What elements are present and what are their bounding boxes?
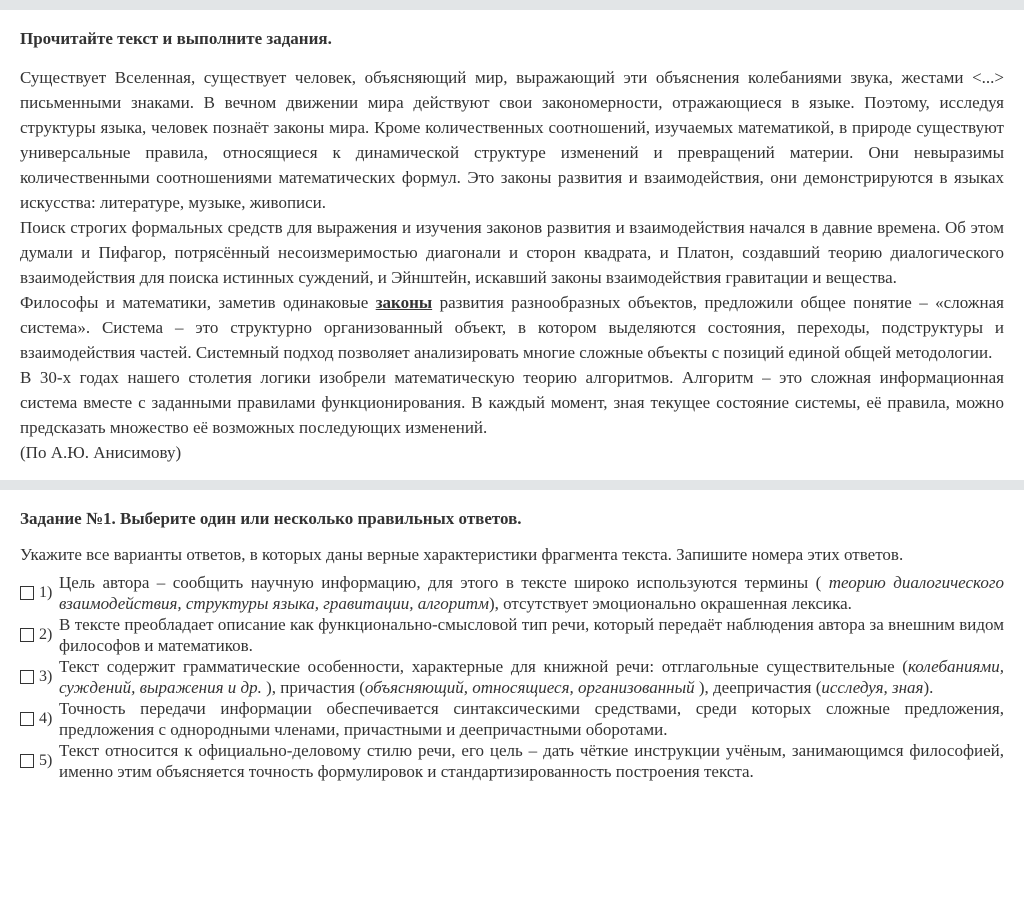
paragraph-2: Поиск строгих формальных средств для выражения и изучения законов развития и взаимодействия начался в давние времена. Об этом думали и Пифагор, потрясённый несоизмеримостью диагонали и сторон квадрата, и Платон, создавший теорию диалогического взаимодействия для поиска истинных суждений, и Эйнштейн, искавший законы взаимодействия гравитации и вещества. bbox=[20, 218, 1004, 287]
paragraph-3 bbox=[20, 290, 1004, 365]
option-text-part: Цель автора – сообщить научную информацию, для этого в тексте широко используются термины ( bbox=[59, 573, 829, 592]
option-number: 5) bbox=[39, 752, 53, 769]
option-text: Текст относится к официально-деловому стилю речи, его цель – дать чёткие инструкции учёным, занимающимся философией, именно этим объясняется точность формулировок и стандартизированность построения текста. bbox=[59, 741, 1004, 781]
option-text-part: Текст содержит грамматические особенности, характерные для книжной речи: отглагольные существительные ( bbox=[59, 657, 908, 676]
option-number: 4) bbox=[39, 710, 53, 727]
reading-section bbox=[0, 10, 1024, 465]
source-attribution: (По А.Ю. Анисимову) bbox=[20, 443, 182, 462]
option-text: В тексте преобладает описание как функционально-смысловой тип речи, который передаёт наблюдения автора за внешним видом философов и математиков. bbox=[59, 615, 1004, 655]
option-italic-part: колебаниями, суждений, выражения и др. bbox=[59, 657, 1004, 697]
option-text-part: ), отсутствует эмоционально окрашенная лексика. bbox=[488, 594, 852, 613]
answer-option-2[interactable] bbox=[20, 614, 1004, 656]
checkbox-3[interactable] bbox=[20, 670, 34, 684]
checkbox-5[interactable] bbox=[20, 754, 34, 768]
task-1-instruction: Укажите все варианты ответов, в которых даны верные характеристики фрагмента текста. Запишите номера этих ответов. bbox=[20, 545, 904, 564]
section-divider bbox=[0, 480, 1024, 490]
option-number: 2) bbox=[39, 626, 53, 643]
task-1-section bbox=[0, 490, 1024, 782]
answer-option-1[interactable] bbox=[20, 572, 1004, 614]
reading-text bbox=[20, 65, 1004, 465]
highlighted-word: законы bbox=[375, 293, 433, 312]
answer-options bbox=[20, 572, 1004, 782]
checkbox-2[interactable] bbox=[20, 628, 34, 642]
answer-option-3[interactable] bbox=[20, 656, 1004, 698]
option-text-part: ), деепричастия ( bbox=[694, 678, 822, 697]
option-text bbox=[59, 656, 1004, 698]
option-italic-part: теорию диалогического взаимодействия, структуры языка, гравитации, алгоритм bbox=[59, 573, 1004, 613]
option-number: 3) bbox=[39, 668, 53, 685]
task-1-title: Задание №1. Выберите один или несколько правильных ответов. bbox=[20, 509, 522, 528]
option-number: 1) bbox=[39, 584, 53, 601]
paragraph-3-end: развития разнообразных объектов, предложили общее понятие – «сложная система». Система – это структурно организованный объект, в котором выделяются состояния, переходы, подструктуры и взаимодействия частей. Системный подход позволяет анализировать многие сложные объекты с позиций единой общей методологии. bbox=[20, 293, 1004, 362]
option-text-part: ). bbox=[923, 678, 934, 697]
option-italic-part: объясняющий, относящиеся, организованный bbox=[364, 678, 695, 697]
option-italic-part: исследуя, зная bbox=[821, 678, 924, 697]
option-text: Точность передачи информации обеспечивается синтаксическими средствами, среди которых сложные предложения, предложения с однородными членами, причастными и деепричастными оборотами. bbox=[59, 699, 1004, 739]
paragraph-3-start: Философы и математики, заметив одинаковые bbox=[20, 293, 376, 312]
top-divider bbox=[0, 0, 1024, 10]
answer-option-4[interactable] bbox=[20, 698, 1004, 740]
checkbox-1[interactable] bbox=[20, 586, 34, 600]
answer-option-5[interactable] bbox=[20, 740, 1004, 782]
paragraph-1: Существует Вселенная, существует человек, объясняющий мир, выражающий эти объяснения колебаниями звука, жестами <...> письменными знаками. В вечном движении мира действуют свои закономерности, отражающиеся в языке. Поэтому, исследуя структуры языка, человек познаёт законы мира. Кроме количественных соотношений, изучаемых математикой, в природе существуют универсальные правила, относящиеся к динамической структуре изменений и превращений материи. Они невыразимы количественными соотношениями математических формул. Это законы развития и взаимодействия, они демонстрируются в языках искусства: литературе, музыке, живописи. bbox=[20, 68, 1004, 212]
option-text bbox=[59, 572, 1004, 614]
checkbox-4[interactable] bbox=[20, 712, 34, 726]
paragraph-4: В 30-х годах нашего столетия логики изобрели математическую теорию алгоритмов. Алгоритм – это сложная информационная система вместе с заданными правилами функционирования. В каждый момент, зная текущее состояние системы, её правила, можно предсказать множество её возможных последующих изменений. bbox=[20, 368, 1004, 437]
reading-title: Прочитайте текст и выполните задания. bbox=[20, 29, 332, 48]
option-text-part: ), причастия ( bbox=[261, 678, 365, 697]
